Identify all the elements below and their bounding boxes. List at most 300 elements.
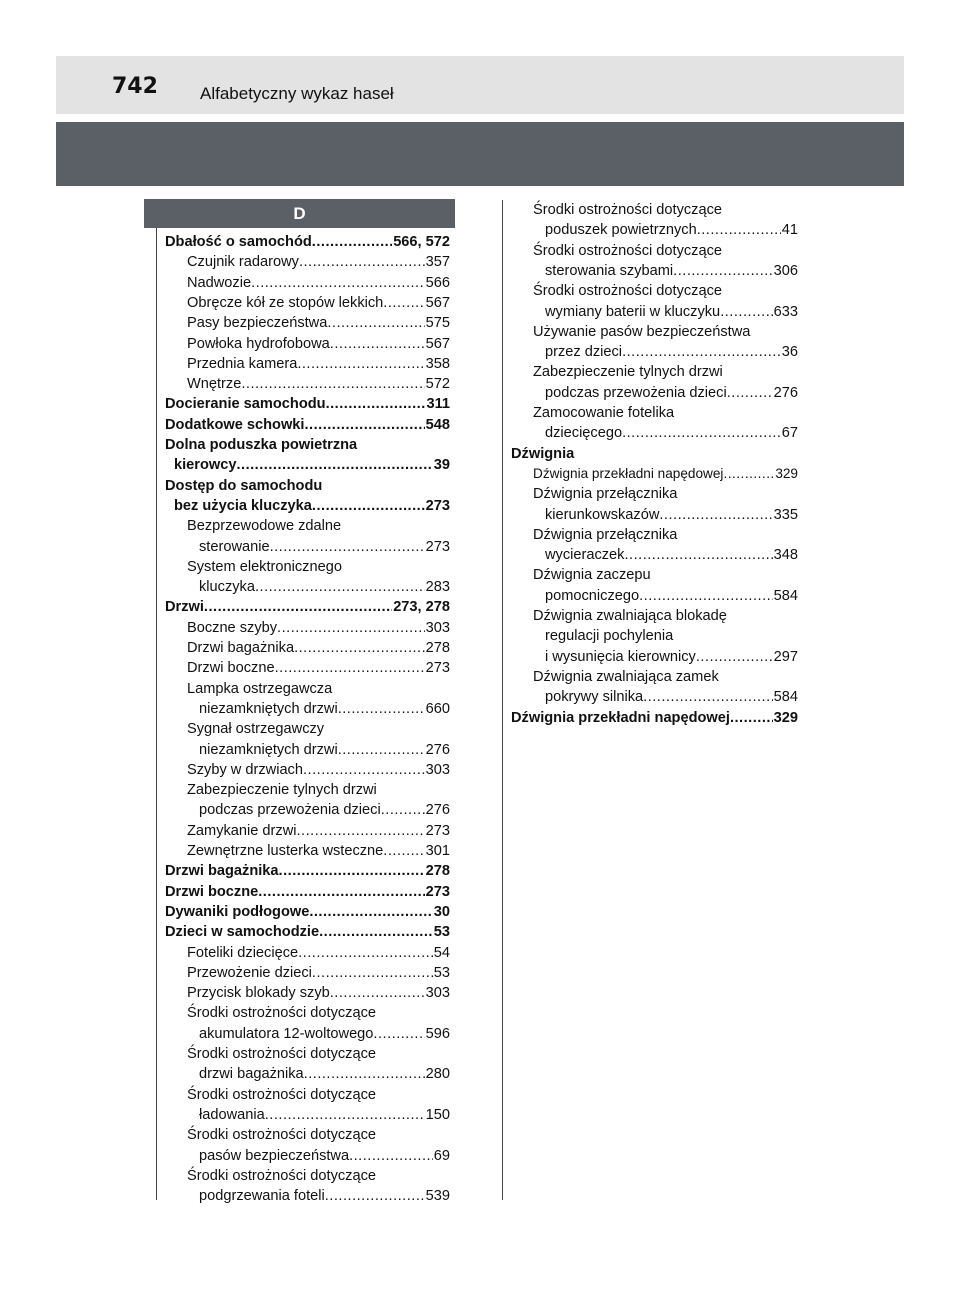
dot-leader [277, 618, 425, 638]
dot-leader [204, 597, 392, 617]
dot-leader [383, 293, 424, 313]
index-entry [187, 1125, 450, 1145]
index-entry [187, 293, 450, 313]
index-entry [187, 1166, 450, 1186]
index-entry [533, 322, 798, 342]
index-entry-page: 329 [775, 465, 798, 481]
index-entry [187, 679, 450, 699]
index-entry [174, 496, 450, 516]
index-entry [545, 423, 798, 443]
dot-leader [622, 342, 781, 362]
index-entry-text: Obręcze kół ze stopów lekkich [187, 294, 384, 311]
index-entry-page [449, 516, 450, 536]
index-entry [187, 983, 450, 1003]
index-entry-page: 283 [425, 579, 450, 596]
index-entry [187, 841, 450, 861]
index-entry [533, 565, 798, 585]
index-entry-text: pokrywy silnika [545, 689, 644, 706]
index-entry-text: przez dzieci [545, 344, 623, 361]
index-entry-text: pasów bezpieczeństwa [199, 1147, 350, 1164]
dot-leader [677, 484, 797, 504]
index-entry-text: Dźwignia zaczepu [533, 567, 651, 584]
index-entry-text: i wysunięcia kierownicy [545, 648, 696, 665]
index-entry-text: ładowania [199, 1106, 265, 1123]
index-entry [187, 618, 450, 638]
index-entry [199, 1186, 450, 1206]
dot-leader [727, 606, 797, 626]
index-entry-page: 311 [426, 396, 450, 413]
index-entry-text: Dźwignia zwalniająca blokadę [533, 608, 727, 624]
index-entry-page [449, 679, 450, 699]
index-entry-text: poduszek powietrznych [545, 222, 697, 239]
index-entry-text: Szyby w drzwiach [187, 761, 303, 778]
index-entry-page: 303 [425, 619, 450, 636]
dot-leader [294, 638, 425, 658]
index-entry-page: 297 [773, 648, 798, 665]
index-entry-page [797, 667, 798, 687]
dot-leader [270, 537, 425, 557]
index-entry [165, 232, 450, 252]
index-entry [165, 476, 450, 496]
index-entry [199, 800, 450, 820]
index-entry-page [797, 241, 798, 261]
index-entry-text: Lampka ostrzegawcza [187, 680, 333, 697]
index-entry-page [449, 1125, 450, 1145]
dot-leader [381, 800, 425, 820]
dot-leader [303, 760, 425, 780]
index-entry [174, 455, 450, 475]
dot-leader [697, 220, 781, 240]
dot-leader [312, 963, 433, 983]
index-entry-text: Docieranie samochodu [165, 396, 326, 413]
index-entry [199, 740, 450, 760]
index-entry-text: System elektronicznego [187, 558, 342, 575]
index-entry-text: Środki ostrożności dotyczące [187, 1086, 376, 1103]
index-entry [187, 1003, 450, 1023]
index-entry-page: 306 [773, 262, 798, 279]
index-entry [545, 383, 798, 403]
dot-leader [376, 1003, 449, 1023]
index-entry-text: Środki ostrożności dotyczące [533, 242, 722, 259]
index-entry-text: sterowanie [199, 538, 270, 555]
index-entry [533, 281, 798, 301]
index-entry-page [449, 476, 450, 496]
index-entry-text: Czujnik radarowy [187, 254, 299, 271]
index-entry-page: 329 [773, 709, 798, 726]
index-entry [545, 626, 798, 646]
dot-leader [622, 423, 781, 443]
index-entry [199, 1024, 450, 1044]
dot-leader [696, 647, 773, 667]
index-entry-page [449, 1166, 450, 1186]
page-title: Alfabetyczny wykaz haseł [200, 84, 394, 103]
dot-leader [241, 374, 424, 394]
index-entry-text: Boczne szyby [187, 619, 278, 636]
index-entry-text: Dźwignia przełącznika [533, 526, 678, 543]
index-entry-text: Drzwi bagażnika [187, 640, 295, 656]
index-entry-page [449, 557, 450, 577]
index-entry [187, 374, 450, 394]
index-entry-page: 150 [425, 1106, 450, 1123]
dot-leader [296, 821, 424, 841]
index-entry-text: Przewożenie dzieci [187, 964, 312, 981]
dot-leader [258, 882, 424, 902]
index-entry-page [797, 403, 798, 423]
index-entry-page [797, 484, 798, 504]
index-entry-page: 280 [425, 1066, 450, 1083]
index-entry-page [449, 1003, 450, 1023]
index-entry-text: Przycisk blokady szyb [187, 985, 330, 1002]
index-entry-page: 567 [425, 335, 450, 352]
index-entry [187, 354, 450, 374]
index-entry-text: Drzwi boczne [187, 660, 275, 677]
index-entry [199, 537, 450, 557]
dot-leader [251, 273, 425, 293]
index-entry [187, 658, 450, 678]
dot-leader [304, 415, 424, 435]
index-entry [545, 687, 798, 707]
right-column-rule [502, 200, 503, 1200]
index-entry [533, 362, 798, 382]
index-entry-page: 278 [425, 640, 450, 656]
index-entry [165, 902, 450, 922]
dot-leader [297, 354, 424, 374]
section-banner [56, 122, 904, 186]
dot-leader [730, 708, 773, 728]
index-entry [533, 525, 798, 545]
index-entry [187, 273, 450, 293]
index-entry-page: 584 [773, 587, 798, 604]
index-entry-page: 567 [425, 294, 450, 311]
index-entry-page: 67 [781, 425, 798, 442]
index-entry-page: 53 [433, 924, 450, 941]
index-entry-text: Zamocowanie fotelika [533, 405, 675, 421]
index-entry [165, 861, 450, 881]
index-entry-page: 301 [425, 843, 450, 859]
index-entry-text: Nadwozie [187, 274, 252, 291]
index-entry-text: wymiany baterii w kluczyku [545, 303, 721, 320]
index-entry-page: 36 [781, 344, 798, 361]
index-entry-text: Środki ostrożności dotyczące [533, 283, 722, 300]
dot-leader [322, 476, 449, 496]
index-entry-text: Używanie pasów bezpieczeństwa [533, 323, 751, 340]
dot-leader [338, 740, 425, 760]
dot-leader [309, 902, 432, 922]
index-entry [533, 403, 798, 423]
dot-leader [376, 1166, 449, 1186]
index-entry-text: Pasy bezpieczeństwa [187, 315, 328, 332]
index-entry [545, 302, 798, 322]
dot-leader [332, 679, 449, 699]
dot-leader [376, 1125, 449, 1145]
index-entry [165, 597, 450, 617]
index-entry-page: 69 [433, 1147, 450, 1164]
index-entry-text: kierowcy [174, 457, 237, 474]
index-entry-page: 357 [425, 254, 450, 271]
index-entry-page: 276 [425, 741, 450, 758]
dot-leader [722, 281, 797, 301]
index-entry-page [797, 626, 798, 646]
index-entry-text: Dźwignia [511, 445, 575, 462]
index-entry-page [797, 606, 798, 626]
index-entry-text: niezamkniętych drzwi [199, 700, 338, 717]
index-entry-page: 566 [425, 274, 450, 291]
dot-leader [312, 496, 425, 516]
index-entry-text: Zewnętrzne lusterka wsteczne [187, 843, 384, 859]
index-entry-page: 41 [781, 222, 798, 239]
index-entry-text: kierunkowskazów [545, 506, 660, 523]
index-entry [187, 557, 450, 577]
index-entry-text: Wnętrze [187, 376, 242, 393]
index-entry [545, 545, 798, 565]
dot-leader [324, 719, 449, 739]
index-entry-page [449, 435, 450, 455]
index-entry-page [449, 1085, 450, 1105]
dot-leader [723, 362, 797, 382]
index-entry-page: 30 [433, 903, 450, 920]
index-entry-page: 278 [425, 863, 450, 880]
index-entry-page: 276 [773, 384, 798, 401]
dot-leader [236, 455, 432, 475]
index-entry [187, 780, 450, 800]
index-entry [199, 1146, 450, 1166]
index-entry [187, 334, 450, 354]
index-entry-text: Dywaniki podłogowe [165, 903, 310, 920]
dot-leader [651, 565, 797, 585]
index-entry [545, 220, 798, 240]
dot-leader [319, 922, 433, 942]
dot-leader [574, 444, 797, 464]
index-entry-page: 39 [433, 457, 450, 474]
section-letter-header: D [144, 199, 455, 228]
dot-leader [279, 861, 425, 881]
index-entry-text: podczas przewożenia dzieci [545, 384, 727, 401]
index-entry [187, 943, 450, 963]
index-entry [545, 261, 798, 281]
dot-leader [723, 464, 774, 484]
index-entry-text: akumulatora 12-woltowego [199, 1025, 374, 1042]
index-entry-text: wycieraczek [545, 547, 625, 564]
index-entry-page: 53 [433, 964, 450, 981]
dot-leader [376, 1085, 449, 1105]
index-entry [187, 1044, 450, 1064]
dot-leader [298, 943, 433, 963]
index-entry [187, 1085, 450, 1105]
index-entry-text: podgrzewania foteli [199, 1188, 325, 1205]
index-entry [187, 313, 450, 333]
index-entry-text: Dźwignia przekładni napędowej [533, 465, 724, 481]
index-entry [187, 963, 450, 983]
index-entry [165, 922, 450, 942]
dot-leader [265, 1105, 425, 1125]
dot-leader [377, 780, 449, 800]
dot-leader [299, 252, 425, 272]
index-entry-page: 348 [773, 547, 798, 564]
index-entry-page: 273 [425, 883, 450, 900]
index-entry-text: Środki ostrożności dotyczące [187, 1127, 376, 1144]
index-entry-text: bez użycia kluczyka [174, 497, 312, 514]
index-entry-text: pomocniczego [545, 587, 640, 604]
index-entry-page: 273 [425, 538, 450, 555]
index-entry [533, 241, 798, 261]
index-entry [511, 708, 798, 728]
dot-leader [643, 687, 773, 707]
dot-leader [357, 435, 449, 455]
index-entry-text: Sygnał ostrzegawczy [187, 721, 325, 738]
dot-leader [349, 1146, 433, 1166]
index-entry-text: Środki ostrożności dotyczące [187, 1005, 376, 1022]
index-entry [165, 435, 450, 455]
index-entry [165, 415, 450, 435]
index-entry-text: Dźwignia przełącznika [533, 486, 678, 503]
index-entry-text: Drzwi boczne [165, 883, 259, 900]
index-entry-text: sterowania szybami [545, 262, 674, 279]
index-entry-text: Powłoka hydrofobowa [187, 335, 330, 352]
dot-leader [639, 586, 773, 606]
dot-leader [327, 313, 424, 333]
dot-leader [330, 983, 425, 1003]
index-entry-page [797, 200, 798, 220]
dot-leader [727, 383, 773, 403]
index-entry-page: 575 [425, 315, 450, 332]
dot-leader [325, 1186, 425, 1206]
index-entry-text: Foteliki dziecięce [187, 944, 299, 961]
index-entry [165, 882, 450, 902]
left-column-rule [156, 228, 157, 1200]
index-entry-page: 572 [425, 376, 450, 393]
index-entry [545, 505, 798, 525]
index-entry-text: niezamkniętych drzwi [199, 741, 338, 758]
index-entry-page: 358 [425, 355, 450, 372]
index-entry-text: podczas przewożenia dzieci [199, 802, 381, 819]
index-entry-page: 273, 278 [393, 599, 450, 616]
index-entry-text: Środki ostrożności dotyczące [187, 1046, 376, 1062]
index-entry-page: 566, 572 [393, 234, 450, 250]
dot-leader [624, 545, 772, 565]
index-entry [533, 464, 798, 484]
index-entry [545, 342, 798, 362]
index-entry [533, 667, 798, 687]
dot-leader [275, 658, 425, 678]
index-entry-text: Dbałość o samochód [165, 234, 312, 250]
dot-leader [673, 261, 772, 281]
dot-leader [677, 525, 797, 545]
index-entry [199, 577, 450, 597]
index-entry-text: Przednia kamera [187, 355, 298, 372]
index-entry-page [797, 322, 798, 342]
index-entry [533, 200, 798, 220]
dot-leader [326, 394, 426, 414]
dot-leader [338, 699, 425, 719]
index-entry-page [797, 525, 798, 545]
index-entry-text: dziecięcego [545, 425, 623, 442]
index-entry-page: 54 [433, 944, 450, 961]
index-entry-text: Środki ostrożności dotyczące [533, 202, 722, 218]
index-entry-page: 303 [425, 985, 450, 1002]
index-entry-page [797, 444, 798, 464]
index-entry-text: Dolna poduszka powietrzna [165, 437, 358, 453]
header-band [56, 56, 904, 114]
index-entry-text: Zamykanie drzwi [187, 822, 297, 839]
index-entry [187, 252, 450, 272]
dot-leader [342, 557, 449, 577]
index-entry-text: Zabezpieczenie tylnych drzwi [187, 782, 377, 799]
dot-leader [722, 241, 797, 261]
index-entry-page: 660 [425, 700, 450, 717]
dot-leader [722, 200, 797, 220]
index-entry-page: 633 [773, 303, 798, 320]
index-entry-page [449, 719, 450, 739]
index-entry-page [449, 780, 450, 800]
index-entry-text: Środki ostrożności dotyczące [187, 1167, 376, 1184]
index-entry-page: 539 [425, 1188, 450, 1205]
dot-leader [304, 1064, 425, 1084]
index-entry-page [797, 362, 798, 382]
index-entry-page [449, 1044, 450, 1064]
index-entry [199, 1105, 450, 1125]
dot-leader [659, 505, 772, 525]
index-entry-page: 335 [773, 506, 798, 523]
index-entry [545, 647, 798, 667]
index-entry-text: regulacji pochylenia [545, 628, 674, 645]
dot-leader [719, 667, 797, 687]
index-entry-text: Zabezpieczenie tylnych drzwi [533, 364, 723, 381]
index-entry [187, 821, 450, 841]
index-entry-text: Dodatkowe schowki [165, 416, 305, 433]
page-number: 742 [112, 74, 158, 99]
index-entry [165, 394, 450, 414]
index-entry [533, 484, 798, 504]
index-entry-page [797, 281, 798, 301]
index-entry [187, 638, 450, 658]
dot-leader [373, 1024, 424, 1044]
dot-leader [312, 232, 392, 252]
index-entry-text: Dźwignia przekładni napędowej [511, 709, 730, 726]
dot-leader [376, 1044, 449, 1064]
index-entry-text: Dzieci w samochodzie [165, 924, 320, 941]
index-entry-text: drzwi bagażnika [199, 1066, 304, 1083]
index-entry [187, 719, 450, 739]
dot-leader [674, 403, 797, 423]
index-entry [199, 699, 450, 719]
dot-leader [673, 626, 797, 646]
index-entry-page: 276 [425, 802, 450, 819]
index-entry-page: 584 [773, 689, 798, 706]
index-entry-page: 548 [425, 416, 450, 433]
index-entry [511, 444, 798, 464]
index-entry-text: Drzwi bagażnika [165, 863, 279, 880]
index-entry-page: 273 [425, 660, 450, 677]
dot-leader [341, 516, 449, 536]
index-entry [187, 760, 450, 780]
index-entry [545, 586, 798, 606]
dot-leader [330, 334, 425, 354]
dot-leader [255, 577, 425, 597]
index-entry-text: kluczyka [199, 579, 255, 596]
index-entry-text: Drzwi [165, 599, 204, 616]
index-entry [187, 516, 450, 536]
index-entry [199, 1064, 450, 1084]
index-entry-page [797, 565, 798, 585]
index-entry-text: Dźwignia zwalniająca zamek [533, 668, 719, 685]
index-entry [533, 606, 798, 626]
index-entry-page: 596 [425, 1025, 450, 1042]
dot-leader [750, 322, 797, 342]
index-entry-page: 303 [425, 761, 450, 778]
dot-leader [720, 302, 772, 322]
index-entry-page: 273 [425, 822, 450, 839]
index-entry-text: Bezprzewodowe zdalne [187, 518, 342, 535]
